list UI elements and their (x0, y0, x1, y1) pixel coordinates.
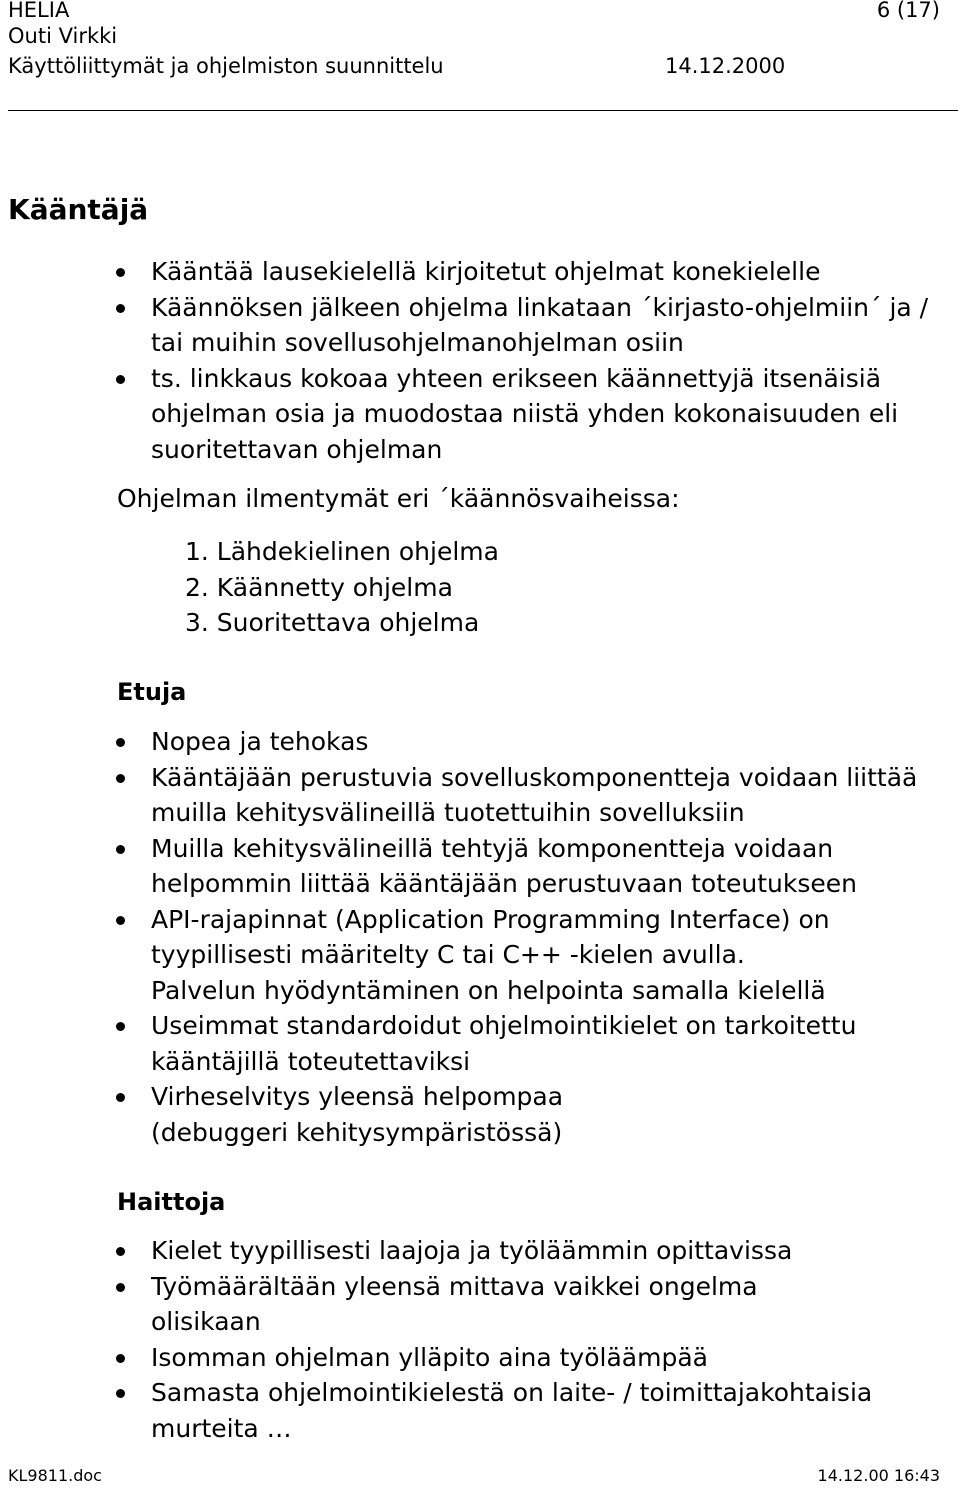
list-item: API-rajapinnat (Application Programming Interface) on tyypillisesti määritelty C tai C++ -kielen avulla. (0, 902, 960, 973)
disadvantages-list (0, 1233, 960, 1446)
bullet-icon (116, 1283, 125, 1292)
bullet-icon (116, 268, 125, 277)
footer-filename: KL9811.doc (8, 1466, 102, 1485)
header-page-number: 6 (17) (876, 0, 940, 22)
bullet-icon (116, 916, 125, 925)
footer-timestamp: 14.12.00 16:43 (817, 1466, 940, 1485)
stage-item: 2. Käännetty ohjelma (185, 572, 453, 602)
stages-intro: Ohjelman ilmentymät eri ´käännösvaiheissa: (117, 484, 680, 513)
stage-item: 1. Lähdekielinen ohjelma (185, 537, 499, 566)
list-item: Virheselvitys yleensä helpompaa (debuggeri kehitysympäristössä) (0, 1079, 960, 1150)
intro-list (0, 254, 960, 467)
header-org: HELIA (8, 0, 70, 22)
bullet-icon (116, 738, 125, 747)
list-item-continuation: Palvelun hyödyntäminen on helpointa samalla kielellä (151, 975, 826, 1005)
advantages-heading: Etuja (117, 678, 187, 706)
header-divider (8, 110, 958, 111)
list-item: Nopea ja tehokas (0, 724, 960, 760)
bullet-icon (116, 774, 125, 783)
bullet-icon (116, 1022, 125, 1031)
list-item: Käännöksen jälkeen ohjelma linkataan ´kirjasto-ohjelmiin´ ja / tai muihin sovellusohjelmanohjelman osiin (0, 290, 960, 361)
header-course: Käyttöliittymät ja ohjelmiston suunnittelu (8, 54, 444, 78)
list-item: Kielet tyypillisesti laajoja ja työläämmin opittavissa (0, 1233, 960, 1269)
bullet-icon (116, 1093, 125, 1102)
list-item: Työmäärältään yleensä mittava vaikkei ongelma olisikaan (0, 1269, 960, 1340)
bullet-icon (116, 845, 125, 854)
disadvantages-heading: Haittoja (117, 1188, 226, 1216)
list-item: Muilla kehitysvälineillä tehtyjä komponentteja voidaan helpommin liittää kääntäjään perustuvaan toteutukseen (0, 831, 960, 902)
bullet-icon (116, 304, 125, 313)
list-item: Isomman ohjelman ylläpito aina työläämpää (0, 1340, 960, 1376)
header-author: Outi Virkki (8, 24, 118, 48)
header-date: 14.12.2000 (665, 54, 786, 78)
bullet-icon (116, 1247, 125, 1256)
list-item: Useimmat standardoidut ohjelmointikielet on tarkoitettu kääntäjillä toteutettaviksi (0, 1008, 960, 1079)
page-title: Kääntäjä (8, 193, 149, 226)
list-item: Kääntää lausekielellä kirjoitetut ohjelmat konekielelle (0, 254, 960, 290)
list-item: Kääntäjään perustuvia sovelluskomponentteja voidaan liittää muilla kehitysvälineillä tuotettuihin sovelluksiin (0, 760, 960, 831)
stages-list (185, 534, 499, 641)
bullet-icon (116, 1389, 125, 1398)
bullet-icon (116, 1354, 125, 1363)
list-item: ts. linkkaus kokoaa yhteen erikseen käännettyjä itsenäisiä ohjelman osia ja muodostaa niistä yhden kokonaisuuden eli suoritettavan ohjelman (0, 361, 960, 468)
stage-item: 3. Suoritettava ohjelma (185, 608, 480, 637)
bullet-icon (116, 375, 125, 384)
advantages-list (0, 724, 960, 1150)
list-item: Samasta ohjelmointikielestä on laite- / toimittajakohtaisia murteita … (0, 1375, 960, 1446)
